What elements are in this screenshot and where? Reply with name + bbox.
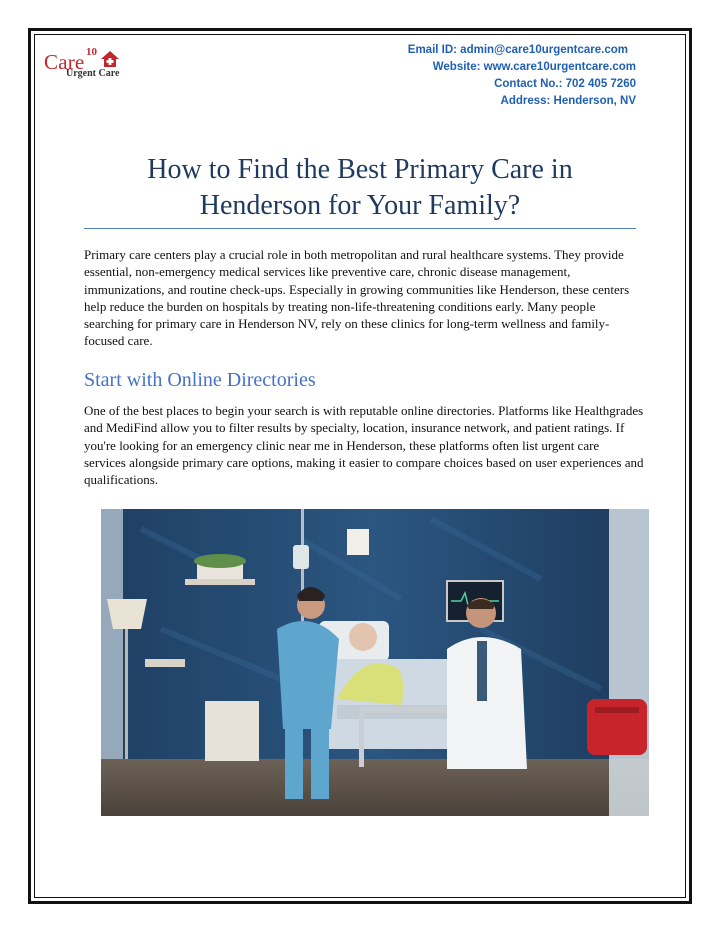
care10-logo[interactable] xyxy=(44,46,134,86)
intro-paragraph: Primary care centers play a crucial role in both metropolitan and rural healthcare systems. They provide essential, non-emergency medical services like preventive care, chronic disease management, immunizations, and routine check-ups. Especially in growing communities like Henderson, these centers help reduce the burden on hospitals by treating non-life-threatening conditions early. Many people searching for primary care in Henderson NV, rely on these clinics for long-term wellness and family-focused care. xyxy=(84,247,630,349)
logo-name: Care xyxy=(44,50,85,74)
section-body-online-directories: One of the best places to begin your search is with reputable online directories. Platforms like Healthgrades and MediFind allow you to filter results by specialty, location, insurance network, and patient ratings. If you're looking for an emergency clinic near me in Henderson, these platforms often list urgent care services alongside primary care options, making it easier to compare choices based on user experiences and qualifications. xyxy=(84,403,644,488)
contact-address: Address: Henderson, NV xyxy=(500,95,636,107)
section-heading-online-directories: Start with Online Directories xyxy=(84,369,316,391)
logo-superscript: 10 xyxy=(86,46,97,58)
article-title xyxy=(84,152,636,224)
logo-subtitle: Urgent Care xyxy=(66,68,120,79)
contact-phone: Contact No.: 702 405 7260 xyxy=(494,78,636,90)
article-title-line2: Henderson for Your Family? xyxy=(199,190,521,221)
house-icon xyxy=(100,50,120,68)
article-title-line1: How to Find the Best Primary Care in xyxy=(147,154,573,185)
hospital-room-photo xyxy=(101,509,649,816)
contact-email[interactable]: Email ID: admin@care10urgentcare.com xyxy=(407,44,628,56)
title-underline xyxy=(84,228,636,229)
contact-block xyxy=(408,42,636,110)
contact-website[interactable]: Website: www.care10urgentcare.com xyxy=(432,61,636,73)
